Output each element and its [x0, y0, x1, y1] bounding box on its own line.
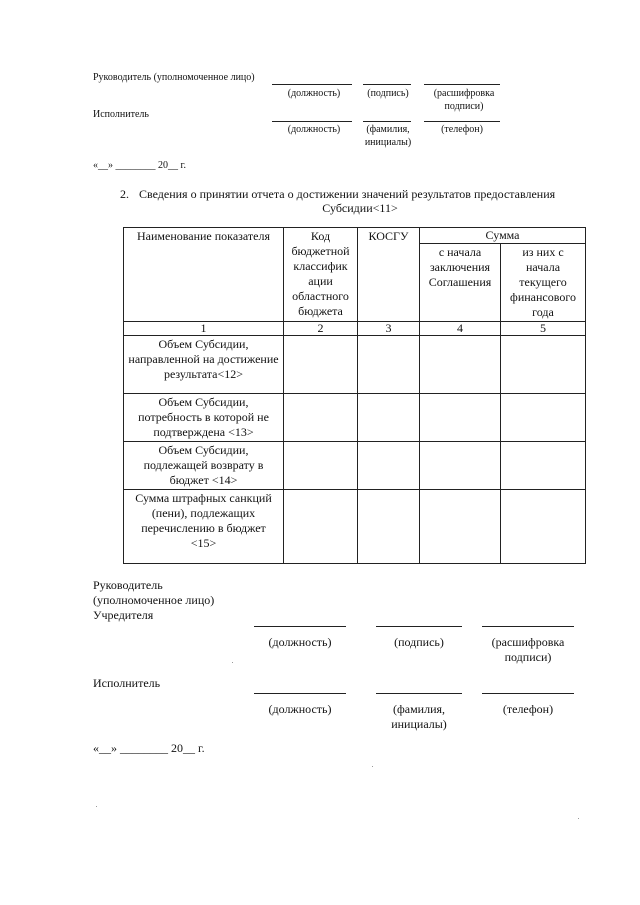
executor-name-line: [363, 121, 411, 122]
table-row: [124, 394, 586, 442]
name-line: [424, 84, 500, 85]
executor-name-caption: (фамилия, инициалы): [364, 124, 412, 148]
scan-speck: [232, 662, 233, 663]
empty-cell: [284, 490, 358, 564]
position-caption: (должность): [287, 88, 341, 99]
position-line: [272, 84, 352, 85]
bottom-head-label-line1: Руководитель: [93, 578, 163, 592]
bottom-executor-phone-line: [482, 693, 574, 694]
executor-phone-caption: (телефон): [441, 124, 483, 135]
bottom-head-label-line3: Учредителя: [93, 608, 154, 622]
executor-position-line: [272, 121, 352, 122]
header-code: Код бюджетной классифик ации областного бюджета: [284, 228, 358, 322]
bottom-position-line: [254, 626, 346, 627]
bottom-position-caption: (должность): [268, 635, 332, 649]
empty-cell: [284, 442, 358, 490]
empty-cell: [420, 442, 501, 490]
bottom-name-line: [482, 626, 574, 627]
row-label: Объем Субсидии, потребность в которой не подтверждена <13>: [124, 394, 284, 442]
empty-cell: [501, 336, 586, 394]
bottom-executor-label: Исполнитель: [93, 676, 161, 690]
table-row: [124, 490, 586, 564]
section-title-line1: Сведения о принятии отчета о достижении значений результатов предоставления: [139, 187, 556, 201]
empty-cell: [501, 490, 586, 564]
scan-speck: [96, 806, 97, 807]
bottom-signature-caption: (подпись): [394, 635, 444, 649]
empty-cell: [284, 394, 358, 442]
signature-line: [363, 84, 411, 85]
empty-cell: [284, 336, 358, 394]
header-sum-year: из них с начала текущего финансового года: [501, 244, 586, 322]
head-label: Руководитель (уполномоченное лицо): [93, 72, 255, 83]
bottom-name-caption: (расшифровка подписи): [491, 635, 565, 664]
col-number: 2: [284, 322, 358, 336]
bottom-date-line: «__» ________ 20__ г.: [93, 741, 205, 755]
empty-cell: [501, 442, 586, 490]
executor-position-caption: (должность): [287, 124, 341, 135]
executor-phone-line: [424, 121, 500, 122]
column-number-row: [124, 322, 586, 336]
header-name: Наименование показателя: [124, 228, 284, 322]
date-line: «__» ________ 20__ г.: [93, 160, 186, 171]
row-label: Сумма штрафных санкций (пени), подлежащих перечислению в бюджет <15>: [124, 490, 284, 564]
section-title-line2: Субсидии<11>: [322, 201, 398, 215]
empty-cell: [420, 490, 501, 564]
header-sum: Сумма: [420, 228, 586, 244]
row-label: Объем Субсидии, направленной на достижение результата<12>: [124, 336, 284, 394]
col-number: 1: [124, 322, 284, 336]
bottom-executor-phone-caption: (телефон): [502, 702, 554, 716]
empty-cell: [501, 394, 586, 442]
name-caption: (расшифровка подписи): [433, 88, 495, 112]
scan-speck: [372, 766, 373, 767]
bottom-head-label-line2: (уполномоченное лицо): [93, 593, 215, 607]
executor-label: Исполнитель: [93, 109, 149, 120]
empty-cell: [358, 490, 420, 564]
col-number: 5: [501, 322, 586, 336]
empty-cell: [358, 336, 420, 394]
header-sum-start: с начала заключения Соглашения: [420, 244, 501, 322]
bottom-signature-line: [376, 626, 462, 627]
table-row: [124, 442, 586, 490]
empty-cell: [420, 394, 501, 442]
section-number: 2.: [120, 187, 129, 201]
header-kosgu: КОСГУ: [358, 228, 420, 322]
empty-cell: [358, 442, 420, 490]
signature-caption: (подпись): [367, 88, 409, 99]
report-table: [123, 227, 586, 564]
row-label: Объем Субсидии, подлежащей возврату в бюджет <14>: [124, 442, 284, 490]
table-row: [124, 336, 586, 394]
bottom-executor-name-caption: (фамилия, инициалы): [391, 702, 447, 731]
empty-cell: [420, 336, 501, 394]
bottom-executor-position-caption: (должность): [268, 702, 332, 716]
scan-speck: [578, 818, 579, 819]
col-number: 3: [358, 322, 420, 336]
col-number: 4: [420, 322, 501, 336]
empty-cell: [358, 394, 420, 442]
bottom-executor-name-line: [376, 693, 462, 694]
bottom-executor-position-line: [254, 693, 346, 694]
